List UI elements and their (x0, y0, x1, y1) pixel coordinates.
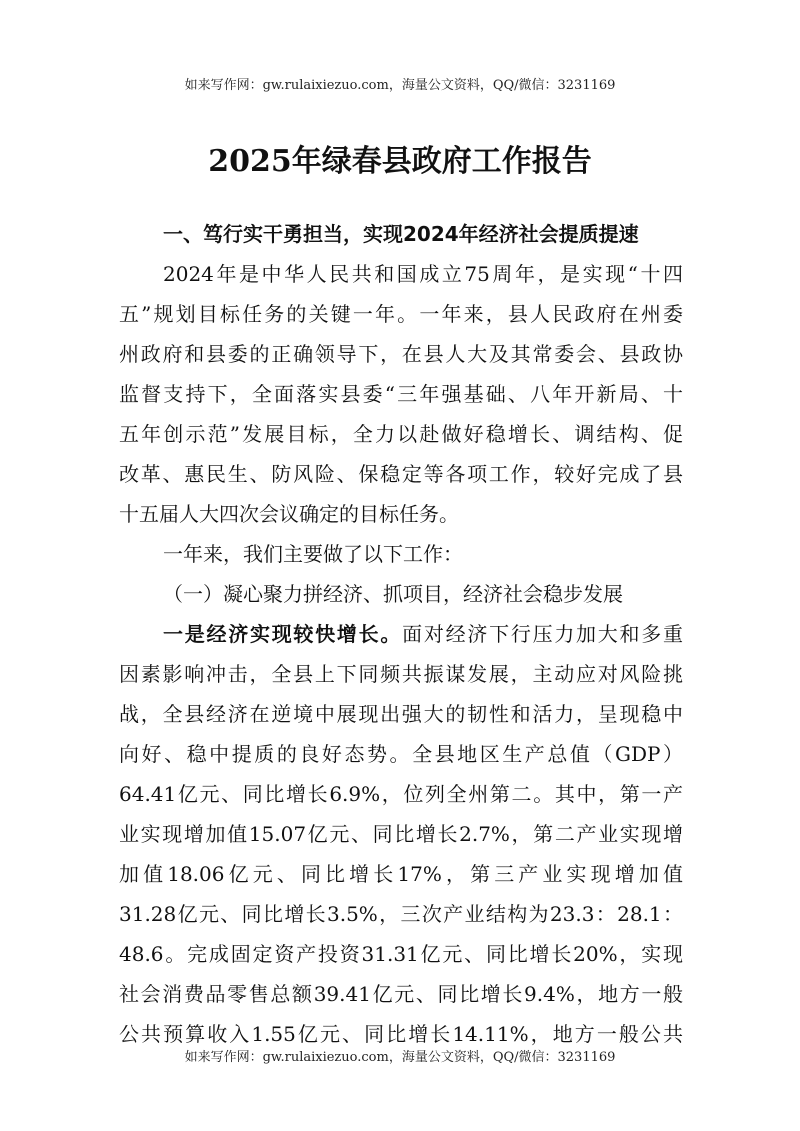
sub-heading: （一）凝心聚力拼经济、抓项目，经济社会稳步发展 (163, 582, 623, 606)
paragraph-line: 因素影响冲击，全县上下同频共振谋发展，主动应对风险挑 (119, 662, 683, 686)
paragraph-line: 公共预算收入1.55亿元、同比增长14.11%，地方一般公共 (119, 1022, 683, 1046)
paragraph-line: 业实现增加值15.07亿元、同比增长2.7%，第二产业实现增 (119, 822, 683, 846)
paragraph-line: 48.6。完成固定资产投资31.31亿元、同比增长20%，实现 (119, 942, 683, 966)
paragraph-line: 社会消费品零售总额39.41亿元、同比增长9.4%，地方一般 (119, 982, 683, 1006)
footer-watermark: 如来写作网：gw.rulaixiezuo.com，海量公文资料，QQ/微信：3231169 (184, 1050, 616, 1065)
document-body (119, 214, 683, 1054)
paragraph-line: 31.28亿元、同比增长3.5%，三次产业结构为23.3：28.1： (119, 902, 683, 926)
header-watermark: 如来写作网：gw.rulaixiezuo.com，海量公文资料，QQ/微信：3231169 (184, 78, 616, 93)
paragraph-line: 改革、惠民生、防风险、保稳定等各项工作，较好完成了县 (119, 462, 683, 486)
paragraph-line: 2024年是中华人民共和国成立75周年，是实现“十四 (163, 262, 683, 286)
paragraph-line: 五年创示范”发展目标，全力以赴做好稳增长、调结构、促 (119, 422, 683, 446)
paragraph-line: 战，全县经济在逆境中展现出强大的韧性和活力，呈现稳中 (119, 702, 683, 726)
paragraph-line: 一年来，我们主要做了以下工作： (163, 542, 463, 566)
document-title: 2025年绿春县政府工作报告 (208, 144, 592, 179)
paragraph-line: 州政府和县委的正确领导下，在县人大及其常委会、县政协 (119, 342, 683, 366)
paragraph-line: 十五届人大四次会议确定的目标任务。 (119, 502, 459, 526)
section-heading: 一、笃行实干勇担当，实现2024年经济社会提质提速 (163, 222, 639, 246)
paragraph-line: 64.41亿元、同比增长6.9%，位列全州第二。其中，第一产 (119, 782, 683, 806)
paragraph-text: 面对经济下行压力加大和多重 (402, 622, 683, 646)
paragraph-line: 五”规划目标任务的关键一年。一年来，县人民政府在州委 (119, 302, 683, 326)
paragraph-line (119, 614, 683, 654)
paragraph-line: 监督支持下，全面落实县委“三年强基础、八年开新局、十 (119, 382, 683, 406)
paragraph-line: 加值18.06亿元、同比增长17%，第三产业实现增加值 (119, 862, 683, 886)
bold-lead-text: 一是经济实现较快增长。 (163, 622, 403, 646)
paragraph-line: 向好、稳中提质的良好态势。全县地区生产总值（GDP） (119, 742, 683, 766)
